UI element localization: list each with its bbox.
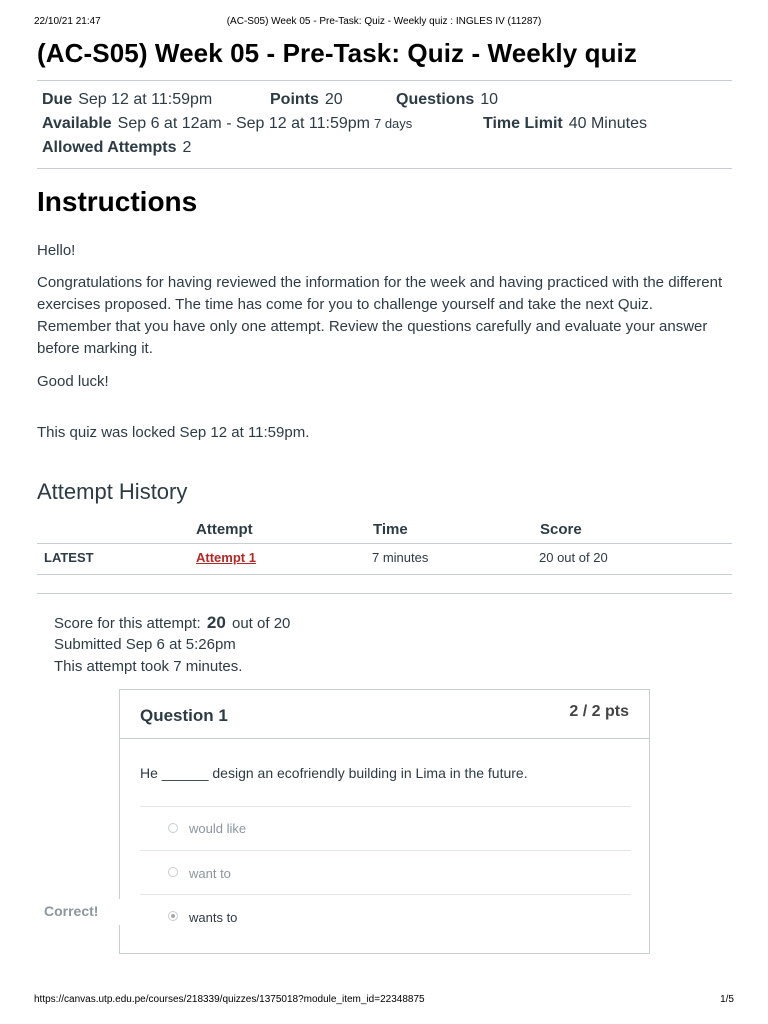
due-value: Sep 12 at 11:59pm <box>78 91 213 108</box>
answer-divider <box>140 850 631 851</box>
answer-option-selected: wants to <box>189 910 238 925</box>
question-header <box>120 690 649 739</box>
divider <box>37 593 732 594</box>
time-limit-label: Time Limit <box>483 115 563 132</box>
allowed-attempts-value: 2 <box>182 139 192 156</box>
divider <box>37 168 732 169</box>
score-suffix: out of 20 <box>232 615 291 632</box>
print-datetime: 22/10/21 21:47 <box>34 16 101 27</box>
allowed-attempts-label: Allowed Attempts <box>42 139 177 156</box>
time-limit-detail <box>483 115 647 133</box>
question-text: He ______ design an ecofriendly building in Lima in the future. <box>140 765 528 781</box>
points-label: Points <box>270 91 319 108</box>
quiz-title: (AC-S05) Week 05 - Pre-Task: Quiz - Weekly quiz <box>37 38 637 68</box>
questions-label: Questions <box>396 91 475 108</box>
attempt-score: 20 out of 20 <box>539 550 608 565</box>
locked-notice: This quiz was locked Sep 12 at 11:59pm. <box>37 424 310 441</box>
points-value: 20 <box>324 91 343 108</box>
instructions-greeting: Hello! <box>37 242 76 259</box>
questions-detail <box>396 91 498 109</box>
answer-divider <box>140 894 631 895</box>
page-number: 1/5 <box>720 994 734 1005</box>
due-label: Due <box>42 91 73 108</box>
available-detail <box>42 115 412 133</box>
answer-radio[interactable] <box>168 867 178 877</box>
table-divider <box>37 543 732 544</box>
instructions-body: Congratulations for having reviewed the information for the week and having practiced with the different exercises proposed. The time has come for you to challenge yourself and take the next Quiz. Remember that you have only one attempt. Review the questions carefully and evaluate your answer before marking it. <box>37 274 723 357</box>
answer-option: would like <box>189 821 247 836</box>
available-days: 7 days <box>373 116 413 131</box>
column-header-score: Score <box>540 521 582 538</box>
allowed-attempts-detail <box>42 139 191 157</box>
available-label: Available <box>42 115 112 132</box>
questions-value: 10 <box>480 91 499 108</box>
attempt-1-link[interactable]: Attempt 1 <box>196 550 256 565</box>
attempt-time: 7 minutes <box>372 550 429 565</box>
question-points: 2 / 2 pts <box>569 703 629 720</box>
table-divider <box>37 574 732 575</box>
answer-divider <box>140 806 631 807</box>
answer-radio-selected[interactable] <box>168 911 178 921</box>
answer-radio[interactable] <box>168 823 178 833</box>
divider <box>37 80 732 81</box>
quiz-details-row-1 <box>42 91 212 109</box>
score-label: Score for this attempt: <box>54 615 201 632</box>
submitted-time: Submitted Sep 6 at 5:26pm <box>54 636 236 653</box>
question-title: Question 1 <box>140 706 228 725</box>
column-header-attempt: Attempt <box>196 521 253 538</box>
answer-option: want to <box>189 866 231 881</box>
row-label-latest: LATEST <box>44 550 94 565</box>
question-card <box>119 689 650 954</box>
instructions-heading: Instructions <box>37 186 198 217</box>
print-header <box>0 16 768 30</box>
score-summary <box>54 613 290 633</box>
correct-answer-flag: Correct! <box>38 899 120 925</box>
column-header-time: Time <box>373 521 408 538</box>
attempt-history-heading: Attempt History <box>37 479 188 504</box>
print-document-title: (AC-S05) Week 05 - Pre-Task: Quiz - Weekly quiz : INGLES IV (11287) <box>226 16 542 27</box>
time-limit-value: 40 Minutes <box>568 115 647 132</box>
instructions-closing: Good luck! <box>37 373 109 390</box>
page-url: https://canvas.utp.edu.pe/courses/218339/quizzes/1375018?module_item_id=22348875 <box>34 994 425 1005</box>
score-value: 20 <box>206 613 226 632</box>
points-detail <box>270 91 343 109</box>
available-value: Sep 6 at 12am - Sep 12 at 11:59pm <box>117 115 370 132</box>
attempt-duration: This attempt took 7 minutes. <box>54 658 243 675</box>
